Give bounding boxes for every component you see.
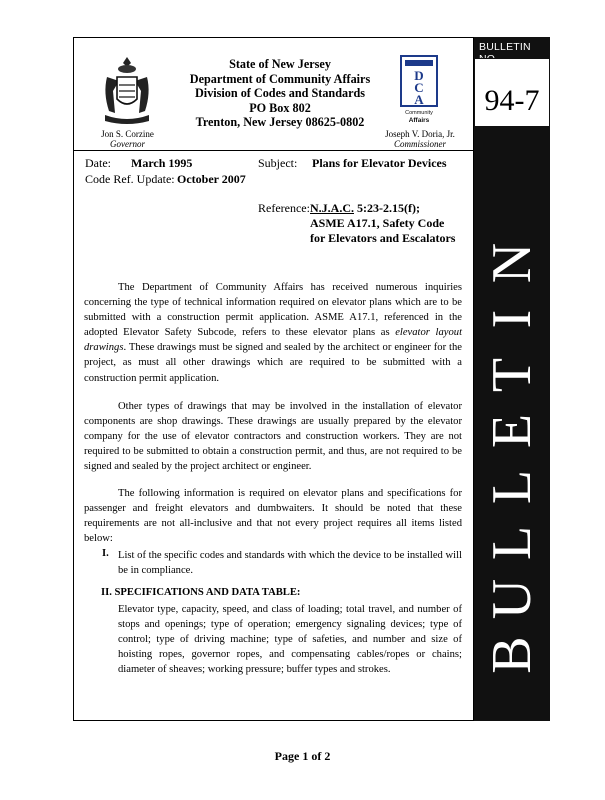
- date-value: March 1995: [131, 156, 193, 170]
- paragraph-text: . These drawings must be signed and sealed by the architect or engineer for the project, as must all other drawings which are required to be submitted with a construction permit application.: [84, 342, 462, 384]
- reference-line: ASME A17.1, Safety Code: [310, 216, 445, 230]
- subject-value: Plans for Elevator Devices: [312, 156, 447, 170]
- vertical-letter: T: [481, 357, 543, 393]
- governor-block: [85, 129, 170, 149]
- vertical-letter: L: [481, 525, 543, 561]
- header-line: Trenton, New Jersey 08625-0802: [195, 115, 365, 130]
- bulletin-vertical-word: [481, 235, 543, 674]
- bulletin-number: 94-7: [484, 84, 540, 117]
- agency-address: [160, 57, 400, 130]
- page-number: Page 1 of 2: [274, 749, 331, 763]
- emphasis-text: elevator layout drawings: [84, 327, 463, 354]
- svg-text:A: A: [414, 92, 424, 107]
- reference-value: [310, 201, 455, 246]
- vertical-letter: U: [481, 578, 543, 620]
- svg-text:D: D: [414, 68, 424, 83]
- update-label: Code Ref. Update:: [85, 172, 175, 186]
- list-number: I.: [102, 548, 109, 559]
- dca-logo-icon: [400, 55, 438, 125]
- header-line: Division of Codes and Standards: [195, 86, 365, 101]
- vertical-letter: I: [481, 309, 543, 329]
- paragraph: Other types of drawings that may be involved in the installation of elevator components are shop drawings. These drawings are usually prepared by the elevator company for the use of elevator contractors and construction workers. They are not required to be submitted to obtain a construction permit, and thus, are not required to be signed and sealed by the project architect or engineer.: [84, 401, 462, 473]
- paragraph: The following information is required on elevator plans and specifications for passenger and freight elevators and dumbwaiters. It should be noted that these requirements are not all-inclusive and that not every project requires all items listed below:: [84, 488, 462, 545]
- state-seal-icon: [101, 55, 153, 125]
- commissioner-name: Joseph V. Doria, Jr.: [385, 129, 455, 139]
- vertical-letter: N: [481, 242, 543, 284]
- header-divider: [73, 150, 474, 151]
- paragraph-text: The Department of Community Affairs has received numerous inquiries concerning the type of technical information required on elevator plans which are to be submitted with a construction permit application. ASME A17.1, referenced in the adopted Elevator Safety Subcode, refers to these elevator plans as: [84, 282, 462, 339]
- header-line: Department of Community Affairs: [189, 71, 371, 86]
- update-value: October 2007: [177, 172, 246, 186]
- reference-label: Reference:: [258, 201, 310, 215]
- svg-text:Community: Community: [405, 110, 433, 116]
- svg-text:C: C: [414, 80, 424, 95]
- header-line: PO Box 802: [249, 100, 311, 115]
- section-heading: II. SPECIFICATIONS AND DATA TABLE:: [101, 587, 301, 598]
- date-label: Date:: [85, 156, 111, 170]
- list-item-text: List of the specific codes and standards with which the device to be installed will be in compliance.: [118, 550, 462, 577]
- reference-code: N.J.A.C.: [310, 201, 354, 215]
- reference-section: 5:23-2.15(f);: [354, 201, 420, 215]
- governor-title: Governor: [110, 139, 145, 149]
- bulletin-no-label: BULLETIN: [479, 41, 531, 53]
- commissioner-title: Commissioner: [393, 139, 446, 149]
- header-line: State of New Jersey: [229, 57, 331, 71]
- vertical-letter: B: [481, 636, 543, 674]
- svg-text:Affairs: Affairs: [408, 117, 430, 124]
- paragraph: [84, 280, 462, 386]
- vertical-letter: L: [481, 469, 543, 505]
- governor-name: Jon S. Corzine: [101, 129, 154, 139]
- subject-label: Subject:: [258, 156, 298, 170]
- vertical-letter: E: [481, 413, 543, 449]
- reference-line: for Elevators and Escalators: [310, 231, 456, 245]
- section-text: Elevator type, capacity, speed, and class of loading; total travel, and number of stops and openings; type of operation; emergency signaling devices; type of control; type of driving machine; type of safeties, and number and size of hoisting ropes, governor ropes, and compensating cables/ropes or chains; diameter of sheaves; working pressure; buffer types and strokes.: [118, 604, 462, 676]
- commissioner-block: [375, 129, 465, 149]
